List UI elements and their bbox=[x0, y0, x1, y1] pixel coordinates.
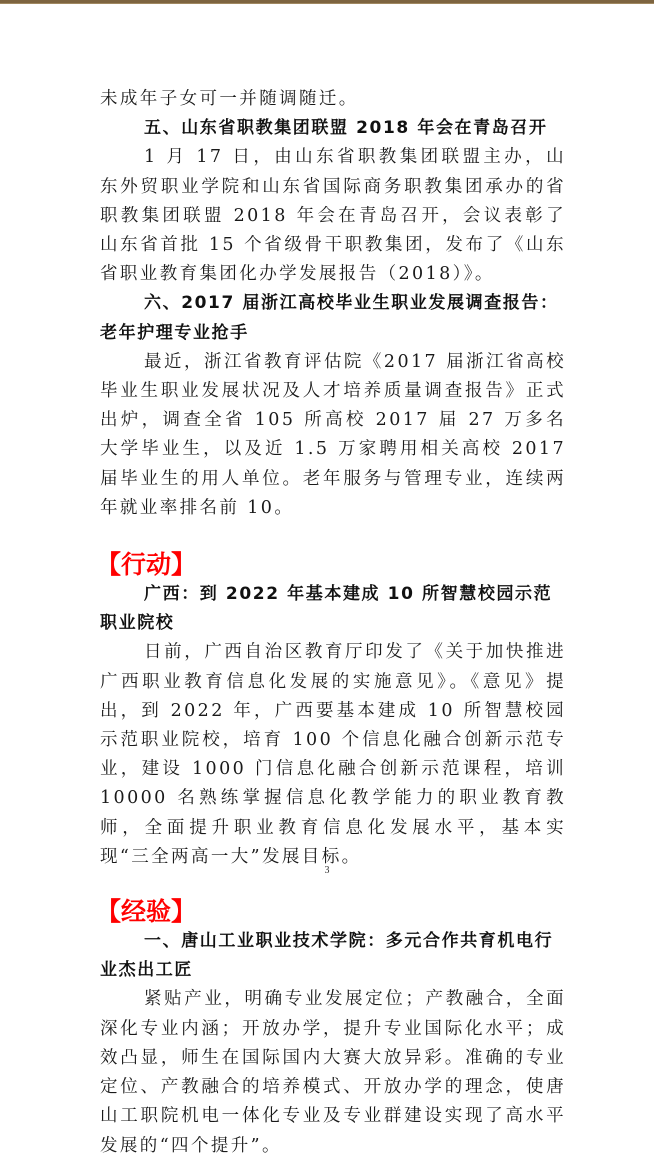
spacer bbox=[100, 523, 566, 550]
paragraph-zhejiang-report: 最近，浙江省教育评估院《2017 届浙江省高校毕业生职业发展状况及人才培养质量调查报告》正式出炉，调查全省 105 所高校 2017 届 27 万多名大学毕业生，以及近 1.5 万家聘用相关高校 2017 届毕业生的用人单位。老年服务与管理专业，连续两年就业率排名前 10。 bbox=[100, 351, 566, 518]
paragraph-continuation: 未成年子女可一并随调随迁。 bbox=[100, 89, 359, 109]
paragraph-guangxi: 日前，广西自治区教育厅印发了《关于加快推进广西职业教育信息化发展的实施意见》。《意见》提出，到 2022 年，广西要基本建成 10 所智慧校园示范职业院校，培育 100 个信息化融合创新示范专业，建设 1000 门信息化融合创新示范课程，培训 10000 名熟练掌握信息化教学能力的职业教育教师，全面提升职业教育信息化发展水平，基本实现“三全两高一大”发展目标。 bbox=[100, 642, 566, 867]
heading-tangshan: 一、唐山工业职业技术学院：多元合作共育机电行业杰出工匠 bbox=[100, 931, 554, 981]
document-page bbox=[96, 85, 566, 1161]
paragraph-tangshan: 紧贴产业，明确专业发展定位；产教融合，全面深化专业内涵；开放办学，提升专业国际化水平；成效凸显，师生在国际国内大赛大放异彩。准确的专业定位、产教融合的培养模式、开放办学的理念，使唐山工职院机电一体化专业及专业群建设实现了高水平发展的“四个提升”。 bbox=[100, 989, 566, 1156]
heading-zhejiang-report: 六、2017 届浙江高校毕业生职业发展调查报告：老年护理专业抢手 bbox=[100, 293, 559, 343]
heading-guangxi: 广西：到 2022 年基本建成 10 所智慧校园示范职业院校 bbox=[100, 584, 553, 634]
page-number: 3 bbox=[324, 865, 330, 876]
section-title-action: 【行动】 bbox=[96, 550, 197, 580]
page-top-border bbox=[0, 0, 654, 4]
heading-shandong-alliance: 五、山东省职教集团联盟 2018 年会在青岛召开 bbox=[144, 118, 548, 139]
section-title-experience: 【经验】 bbox=[96, 897, 197, 927]
paragraph-shandong-alliance: 1 月 17 日，由山东省职教集团联盟主办，山东外贸职业学院和山东省国际商务职教集团承办的省职教集团联盟 2018 年会在青岛召开，会议表彰了山东省首批 15 个省级骨干职教集团，发布了《山东省职业教育集团化办学发展报告（2018）》。 bbox=[100, 147, 566, 285]
